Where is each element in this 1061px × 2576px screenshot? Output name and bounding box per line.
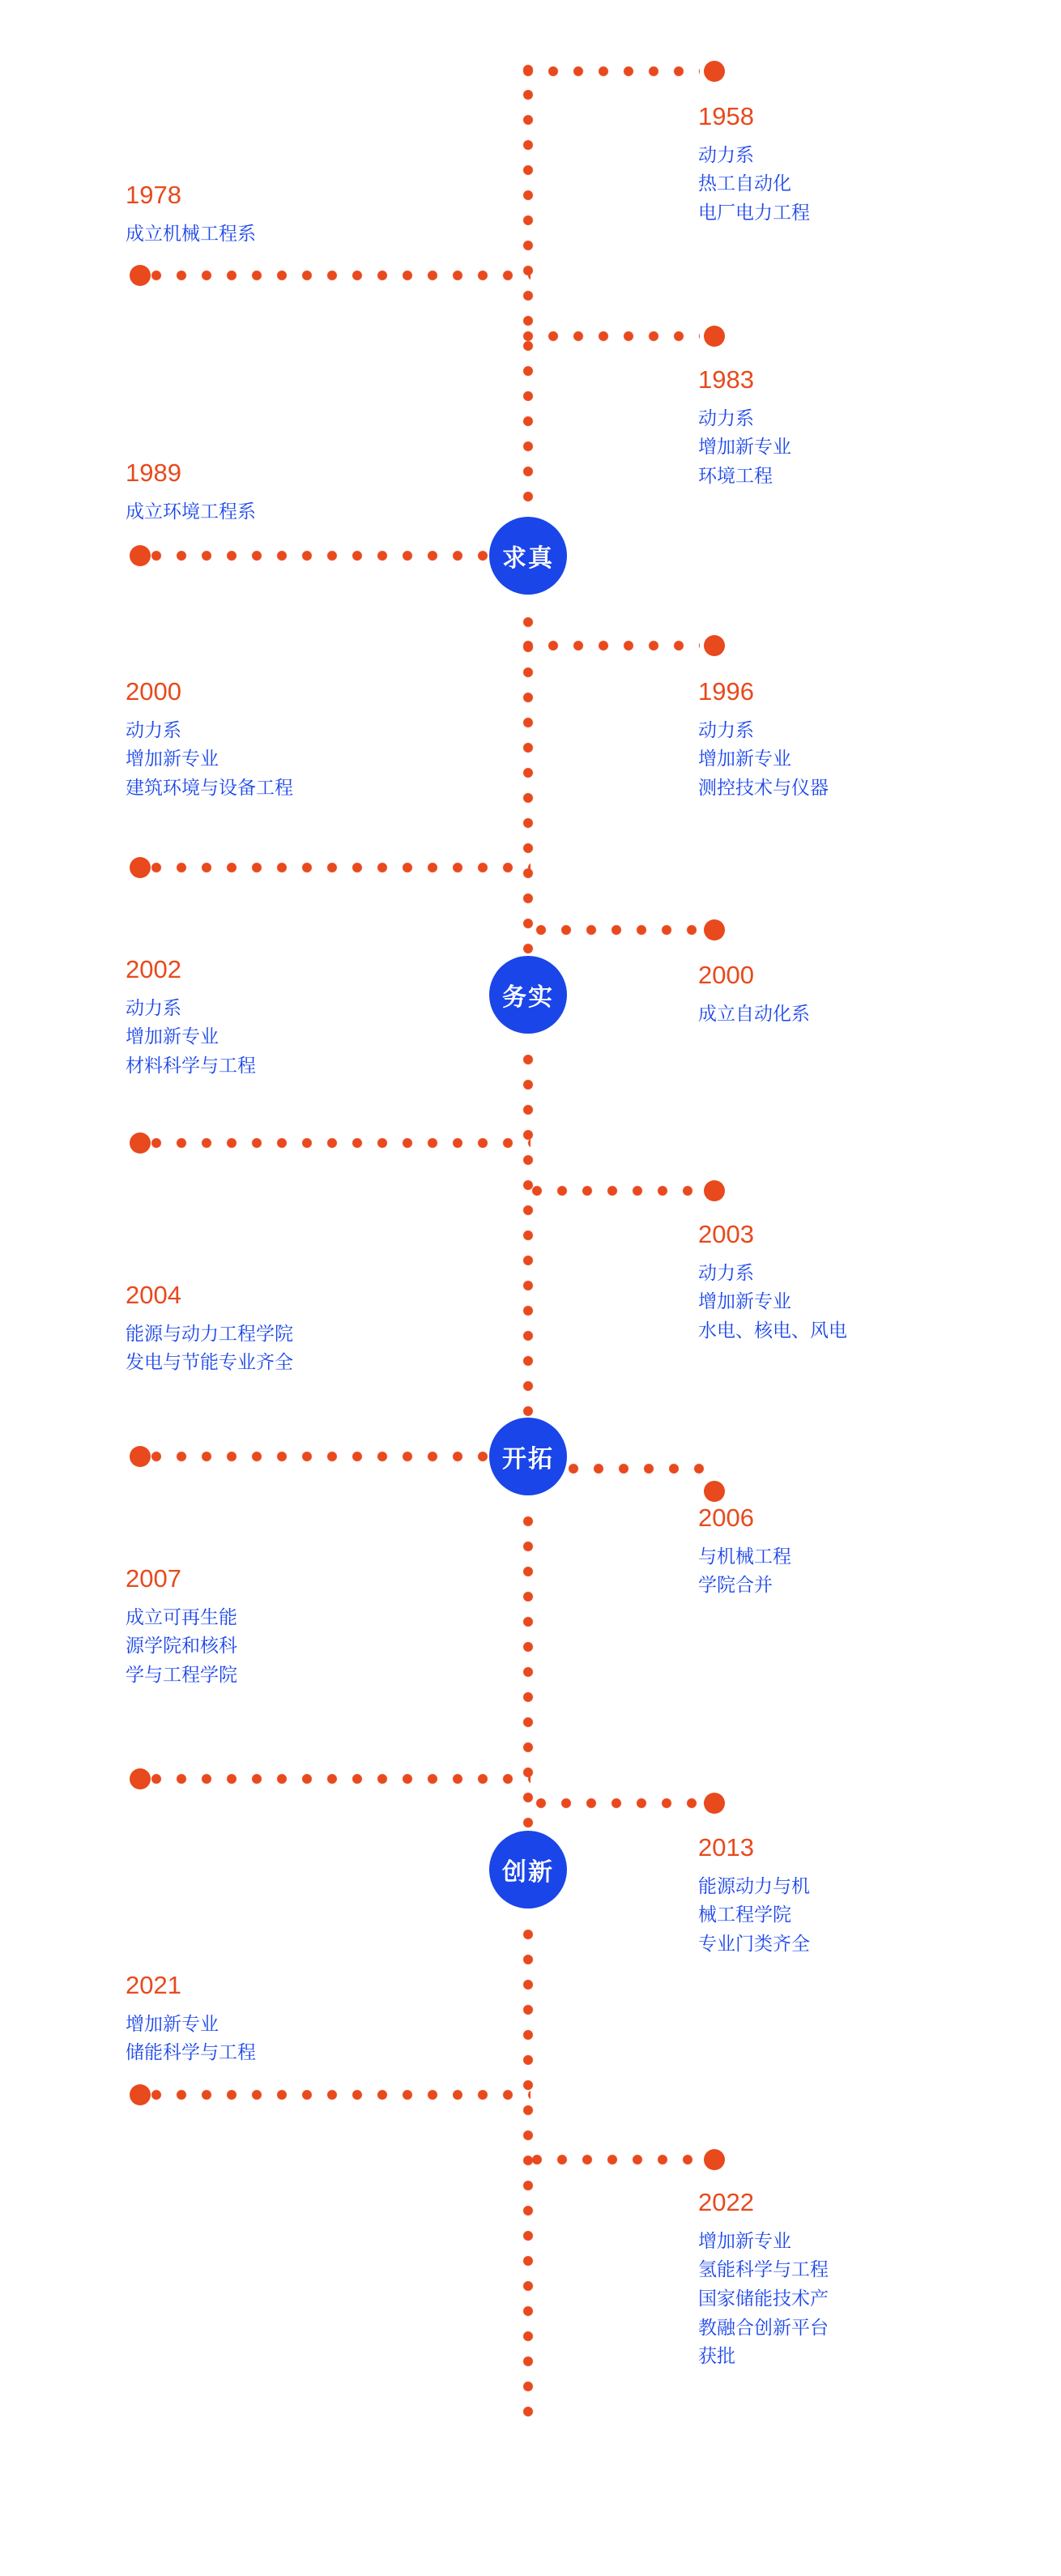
event-year: 2000 <box>126 677 181 706</box>
event-line: 动力系 <box>126 719 181 740</box>
endpoint-dot-2021 <box>130 2084 151 2105</box>
event-year: 1958 <box>698 102 754 130</box>
event-1958 <box>698 101 957 228</box>
timeline-spine-segment <box>522 1053 535 1418</box>
event-line: 械工程学院 <box>698 1904 791 1926</box>
endpoint-dot-1978 <box>130 265 151 286</box>
milestone-label: 求真 <box>502 545 554 572</box>
event-2000-left <box>126 676 385 803</box>
connector-2021 <box>150 2088 530 2101</box>
event-year: 1996 <box>698 677 754 706</box>
event-line: 热工自动化 <box>698 173 791 194</box>
timeline-spine-segment <box>522 616 535 956</box>
event-2002 <box>126 954 385 1081</box>
event-line: 水电、核电、风电 <box>698 1320 847 1341</box>
endpoint-dot-2004 <box>130 1446 151 1467</box>
endpoint-dot-1989 <box>130 545 151 566</box>
event-line: 教融合创新平台 <box>698 2316 829 2338</box>
event-1983 <box>698 365 957 491</box>
event-line: 增加新专业 <box>698 1290 791 1312</box>
endpoint-dot-2013 <box>704 1793 725 1814</box>
event-line: 动力系 <box>698 719 754 740</box>
event-2004 <box>126 1280 385 1377</box>
event-line: 成立自动化系 <box>698 1002 810 1024</box>
event-line: 源学院和核科 <box>126 1635 237 1657</box>
event-line: 材料科学与工程 <box>126 1055 256 1077</box>
endpoint-dot-2002 <box>130 1132 151 1154</box>
event-2013 <box>698 1832 957 1959</box>
timeline-spine-segment <box>522 1928 535 2430</box>
event-line: 增加新专业 <box>698 748 791 770</box>
event-1989 <box>126 458 385 526</box>
connector-1978 <box>150 269 530 282</box>
event-year: 1989 <box>126 458 181 487</box>
event-line: 建筑环境与设备工程 <box>126 777 293 799</box>
event-line: 增加新专业 <box>698 436 791 458</box>
event-line: 增加新专业 <box>126 2012 219 2034</box>
event-2000-right <box>698 960 957 1028</box>
event-line: 能源与动力工程学院 <box>126 1322 293 1344</box>
connector-2006 <box>567 1462 709 1475</box>
event-line: 动力系 <box>698 1261 754 1283</box>
event-1996 <box>698 676 957 803</box>
event-line: 成立可再生能 <box>126 1606 237 1627</box>
event-line: 增加新专业 <box>126 1026 219 1047</box>
connector-2013 <box>535 1797 705 1810</box>
connector-1983 <box>522 330 700 343</box>
milestone-label: 务实 <box>502 984 554 1011</box>
event-line: 增加新专业 <box>698 2229 791 2251</box>
milestone-label: 创新 <box>502 1859 554 1886</box>
endpoint-dot-2000-right <box>704 919 725 940</box>
event-2022 <box>698 2187 957 2371</box>
event-line: 获批 <box>698 2345 735 2367</box>
connector-2002 <box>150 1137 530 1149</box>
connector-1996 <box>522 639 700 652</box>
endpoint-dot-2007 <box>130 1768 151 1789</box>
event-line: 氢能科学与工程 <box>698 2258 829 2280</box>
endpoint-dot-2000-left <box>130 857 151 878</box>
event-year: 2022 <box>698 2188 754 2216</box>
event-1978 <box>126 180 385 248</box>
connector-1989 <box>150 549 490 562</box>
milestone-wushi[interactable] <box>489 956 567 1034</box>
event-line: 成立环境工程系 <box>126 500 256 522</box>
event-line: 成立机械工程系 <box>126 222 256 244</box>
event-year: 2021 <box>126 1971 181 1999</box>
event-line: 专业门类齐全 <box>698 1933 810 1955</box>
connector-2000-right <box>535 923 705 936</box>
event-line: 储能科学与工程 <box>126 2041 256 2063</box>
milestone-label: 开拓 <box>502 1446 554 1473</box>
event-line: 动力系 <box>126 996 181 1018</box>
event-line: 学院合并 <box>698 1574 773 1596</box>
event-year: 2004 <box>126 1281 181 1309</box>
event-line: 动力系 <box>698 143 754 165</box>
event-2006 <box>698 1503 957 1600</box>
event-year: 2000 <box>698 961 754 989</box>
connector-2007 <box>150 1772 530 1785</box>
endpoint-dot-2006 <box>704 1481 725 1502</box>
event-line: 测控技术与仪器 <box>698 777 829 799</box>
endpoint-dot-2003 <box>704 1180 725 1201</box>
event-year: 2002 <box>126 955 181 983</box>
endpoint-dot-1983 <box>704 326 725 347</box>
event-line: 学与工程学院 <box>126 1664 237 1686</box>
endpoint-dot-1996 <box>704 635 725 656</box>
event-line: 增加新专业 <box>126 748 219 770</box>
event-2007 <box>126 1563 385 1690</box>
timeline-spine-segment <box>522 63 535 517</box>
connector-1958 <box>522 65 700 78</box>
endpoint-dot-2022 <box>704 2149 725 2170</box>
event-line: 国家储能技术产 <box>698 2288 829 2309</box>
event-year: 1983 <box>698 365 754 394</box>
event-line: 电厂电力工程 <box>698 202 810 224</box>
connector-2022 <box>530 2153 705 2166</box>
connector-2000-left <box>150 861 530 874</box>
event-line: 动力系 <box>698 407 754 429</box>
event-year: 2006 <box>698 1503 754 1532</box>
event-2021 <box>126 1970 385 2067</box>
event-year: 1978 <box>126 181 181 209</box>
event-year: 2013 <box>698 1833 754 1862</box>
connector-2004 <box>150 1450 490 1463</box>
milestone-kaituo[interactable] <box>489 1418 567 1495</box>
event-line: 能源动力与机 <box>698 1874 810 1896</box>
event-year: 2007 <box>126 1564 181 1593</box>
event-2003 <box>698 1219 957 1346</box>
milestone-qiuzhen[interactable] <box>489 517 567 595</box>
endpoint-dot-1958 <box>704 61 725 82</box>
milestone-chuangxin[interactable] <box>489 1831 567 1909</box>
event-line: 与机械工程 <box>698 1545 791 1567</box>
event-line: 环境工程 <box>698 465 773 487</box>
event-line: 发电与节能专业齐全 <box>126 1351 293 1373</box>
event-year: 2003 <box>698 1220 754 1248</box>
connector-2003 <box>530 1184 705 1197</box>
